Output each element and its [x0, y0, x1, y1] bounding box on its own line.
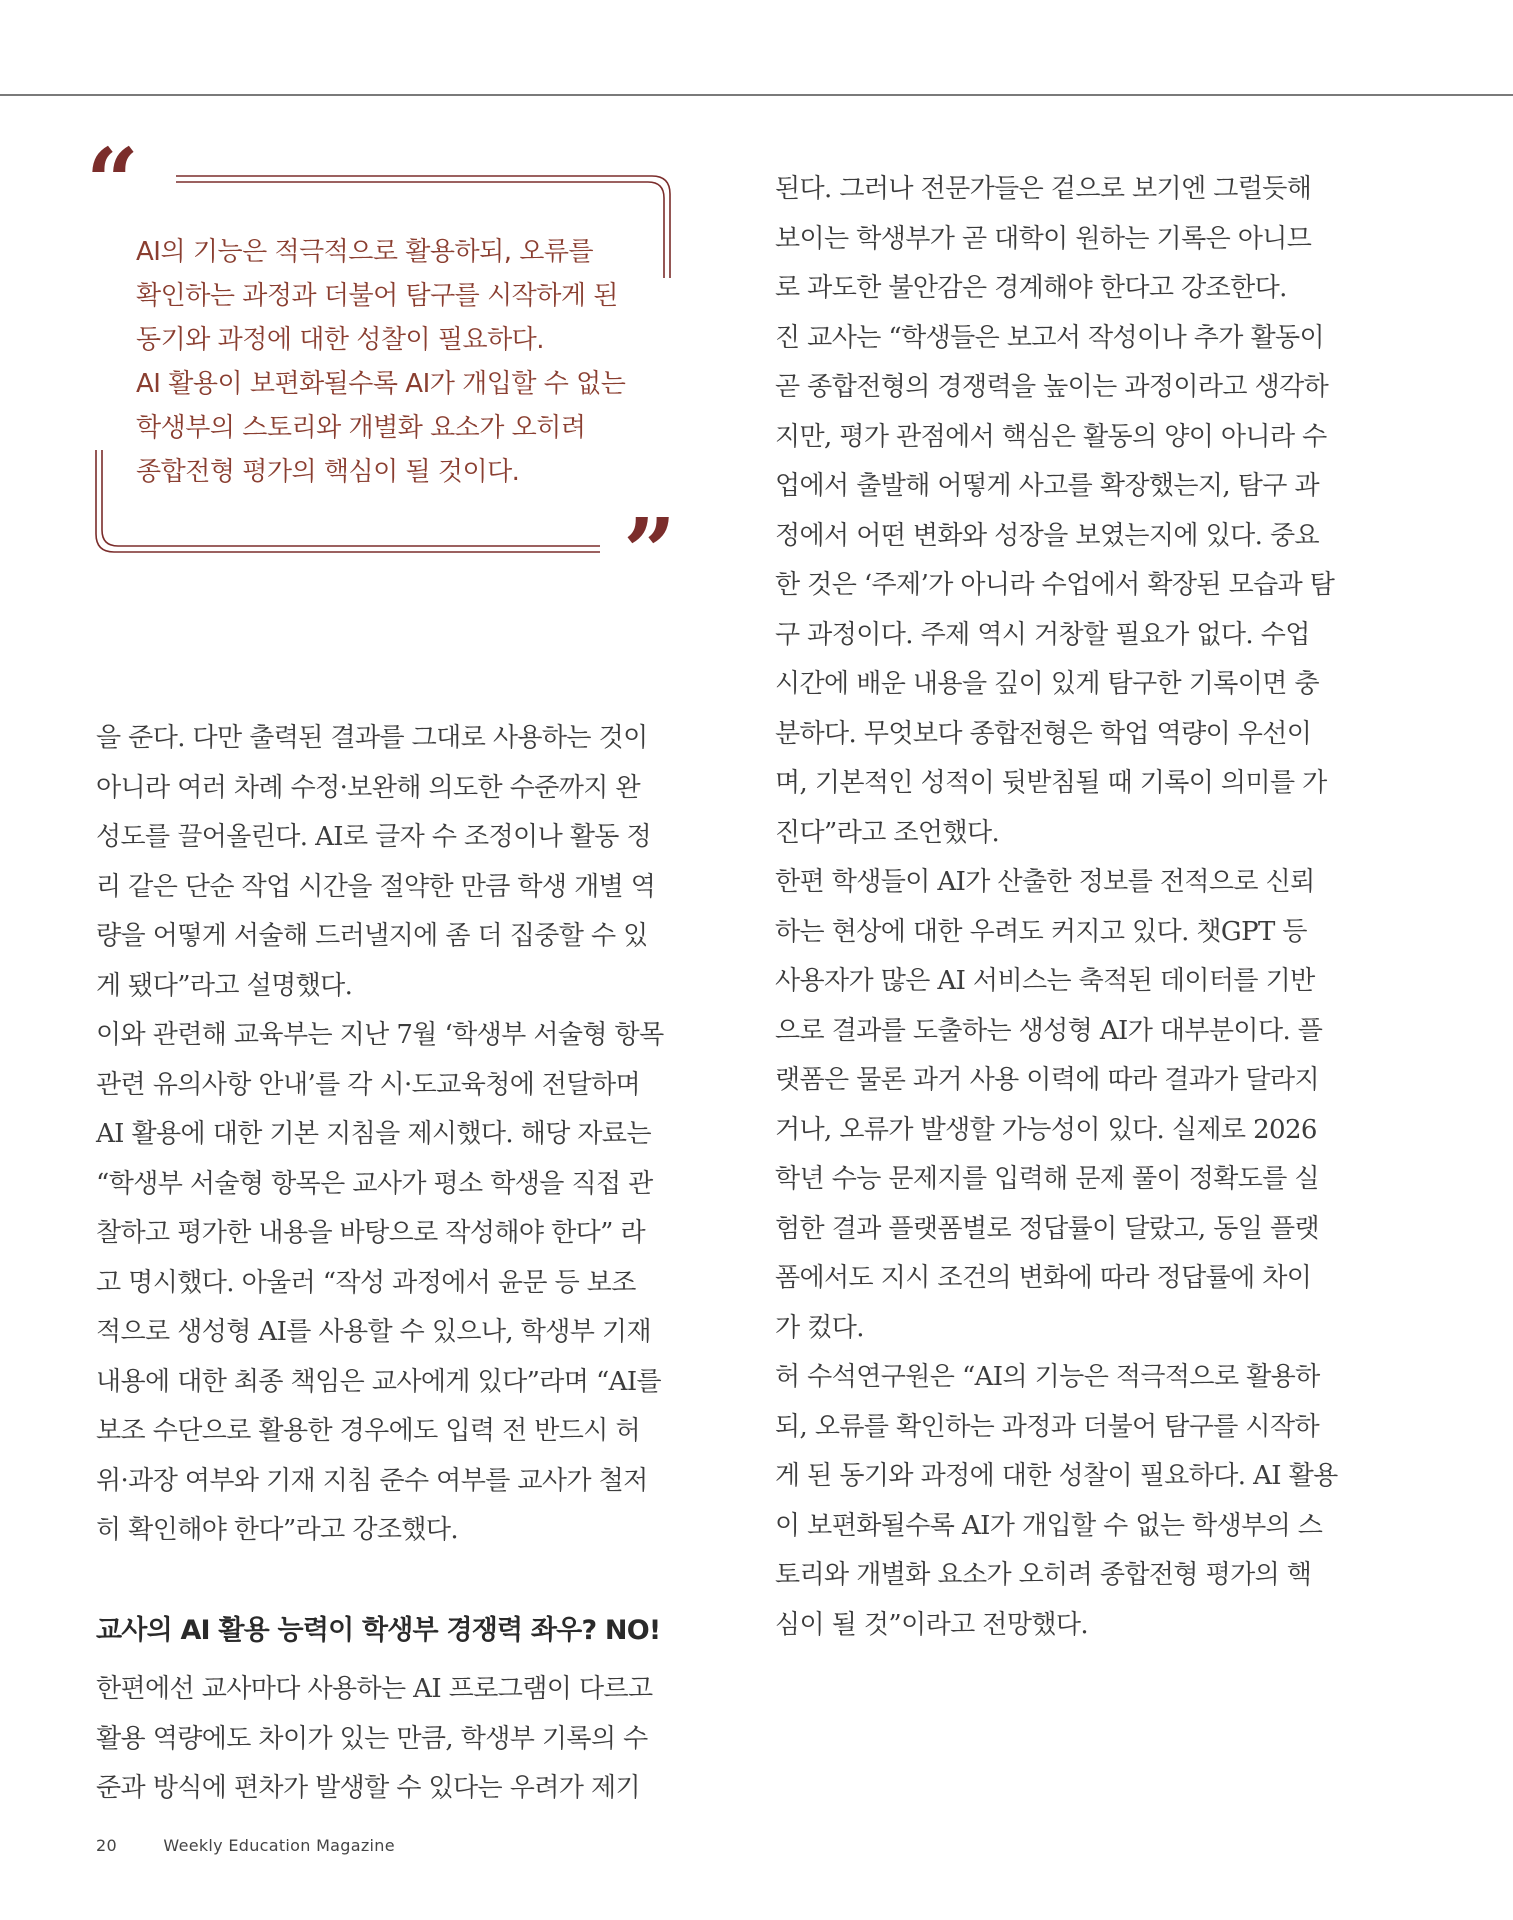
body-line: 사용자가 많은 AI 서비스는 축적된 데이터를 기반: [775, 966, 1315, 996]
body-line: 이 보편화될수록 AI가 개입할 수 없는 학생부의 스: [775, 1510, 1323, 1541]
left-column-body: [96, 714, 676, 1556]
pull-quote-line: AI 활용이 보편화될수록 AI가 개입할 수 없는: [136, 369, 626, 399]
body-line: 정에서 어떤 변화와 성장을 보였는지에 있다. 중요: [775, 520, 1319, 551]
body-line: 찰하고 평가한 내용을 바탕으로 작성해야 한다” 라: [96, 1218, 646, 1248]
body-line: 아니라 여러 차례 수정·보완해 의도한 수준까지 완: [96, 772, 640, 803]
left-column-body-lower: [96, 1665, 676, 1814]
body-line: 시간에 배운 내용을 깊이 있게 탐구한 기록이면 충: [775, 669, 1319, 699]
page-number: 20: [96, 1836, 117, 1855]
body-line: AI 활용에 대한 기본 지침을 제시했다. 해당 자료는: [96, 1119, 651, 1149]
body-line: 된다. 그러나 전문가들은 겉으로 보기엔 그럴듯해: [775, 174, 1312, 204]
pull-quote-line: AI의 기능은 적극적으로 활용하되, 오류를: [136, 237, 594, 267]
open-quote-mark: “: [86, 128, 139, 236]
body-line: 준과 방식에 편차가 발생할 수 있다는 우려가 제기: [96, 1773, 640, 1803]
body-line: 분하다. 무엇보다 종합전형은 학업 역량이 우선이: [775, 718, 1312, 749]
body-line: 활용 역량에도 차이가 있는 만큼, 학생부 기록의 수: [96, 1723, 648, 1754]
body-line: 으로 결과를 도출하는 생성형 AI가 대부분이다. 플: [775, 1015, 1323, 1046]
pull-quote-line: 확인하는 과정과 더불어 탐구를 시작하게 된: [136, 281, 618, 311]
page-footer: [96, 1836, 395, 1855]
body-line: 진다”라고 조언했다.: [775, 817, 1000, 848]
body-line: 지만, 평가 관점에서 핵심은 활동의 양이 아니라 수: [775, 421, 1327, 452]
body-line: 곧 종합전형의 경쟁력을 높이는 과정이라고 생각하: [775, 372, 1329, 402]
body-line: 고 명시했다. 아울러 “작성 과정에서 윤문 등 보조: [96, 1267, 636, 1298]
top-rule: [0, 94, 1513, 96]
body-line: 토리와 개별화 요소가 오히려 종합전형 평가의 핵: [775, 1560, 1312, 1590]
body-line: 히 확인해야 한다”라고 강조했다.: [96, 1515, 459, 1545]
body-line: “학생부 서술형 항목은 교사가 평소 학생을 직접 관: [96, 1168, 653, 1199]
section-heading: 교사의 AI 활용 능력이 학생부 경쟁력 좌우? NO!: [96, 1615, 661, 1646]
publication-name: Weekly Education Magazine: [163, 1836, 395, 1855]
body-line: 허 수석연구원은 “AI의 기능은 적극적으로 활용하: [775, 1362, 1320, 1392]
pull-quote-line: 학생부의 스토리와 개별화 요소가 오히려: [136, 413, 586, 443]
body-line: 험한 결과 플랫폼별로 정답률이 달랐고, 동일 플랫: [775, 1213, 1319, 1244]
body-line: 랫폼은 물론 과거 사용 이력에 따라 결과가 달라지: [775, 1065, 1319, 1095]
body-line: 성도를 끌어올린다. AI로 글자 수 조정이나 활동 정: [96, 822, 651, 852]
pull-quote-text: [136, 230, 636, 494]
body-line: 관련 유의사항 안내’를 각 시·도교육청에 전달하며: [96, 1069, 640, 1100]
body-line: 폼에서도 지시 조건의 변화에 따라 정답률에 차이: [775, 1263, 1312, 1293]
body-line: 며, 기본적인 성적이 뒷받침될 때 기록이 의미를 가: [775, 768, 1327, 798]
body-line: 학년 수능 문제지를 입력해 문제 풀이 정확도를 실: [775, 1164, 1319, 1194]
body-line: 적으로 생성형 AI를 사용할 수 있으나, 학생부 기재: [96, 1317, 651, 1347]
body-line: 이와 관련해 교육부는 지난 7월 ‘학생부 서술형 항목: [96, 1020, 664, 1050]
body-line: 보조 수단으로 활용한 경우에도 입력 전 반드시 허: [96, 1416, 640, 1446]
pull-quote-line: 종합전형 평가의 핵심이 될 것이다.: [136, 457, 520, 487]
body-line: 게 된 동기와 과정에 대한 성찰이 필요하다. AI 활용: [775, 1461, 1338, 1491]
body-line: 게 됐다”라고 설명했다.: [96, 970, 353, 1001]
body-line: 한편 학생들이 AI가 산출한 정보를 전적으로 신뢰: [775, 867, 1315, 897]
body-line: 심이 될 것”이라고 전망했다.: [775, 1609, 1089, 1640]
body-line: 리 같은 단순 작업 시간을 절약한 만큼 학생 개별 역: [96, 871, 656, 902]
body-line: 업에서 출발해 어떻게 사고를 확장했는지, 탐구 과: [775, 471, 1319, 501]
right-column-body: [775, 165, 1355, 1650]
body-line: 구 과정이다. 주제 역시 거창할 필요가 없다. 수업: [775, 619, 1310, 650]
pull-quote-line: 동기와 과정에 대한 성찰이 필요하다.: [136, 325, 545, 355]
body-line: 한 것은 ‘주제’가 아니라 수업에서 확장된 모습과 탐: [775, 570, 1335, 600]
body-line: 되, 오류를 확인하는 과정과 더불어 탐구를 시작하: [775, 1411, 1319, 1442]
body-line: 거나, 오류가 발생할 가능성이 있다. 실제로 2026: [775, 1114, 1317, 1145]
body-line: 보이는 학생부가 곧 대학이 원하는 기록은 아니므: [775, 223, 1312, 254]
body-line: 량을 어떻게 서술해 드러낼지에 좀 더 집중할 수 있: [96, 921, 648, 951]
body-line: 내용에 대한 최종 책임은 교사에게 있다”라며 “AI를: [96, 1366, 662, 1397]
body-line: 위·과장 여부와 기재 지침 준수 여부를 교사가 철저: [96, 1465, 648, 1496]
body-line: 진 교사는 “학생들은 보고서 작성이나 추가 활동이: [775, 322, 1325, 353]
body-line: 을 준다. 다만 출력된 결과를 그대로 사용하는 것이: [96, 723, 648, 753]
pull-quote: [86, 128, 676, 606]
body-line: 한편에선 교사마다 사용하는 AI 프로그램이 다르고: [96, 1674, 653, 1704]
body-line: 로 과도한 불안감은 경계해야 한다고 강조한다.: [775, 273, 1287, 303]
body-line: 가 컸다.: [775, 1312, 864, 1343]
close-quote-mark: ”: [623, 498, 676, 606]
body-line: 하는 현상에 대한 우려도 커지고 있다. 챗GPT 등: [775, 916, 1307, 947]
